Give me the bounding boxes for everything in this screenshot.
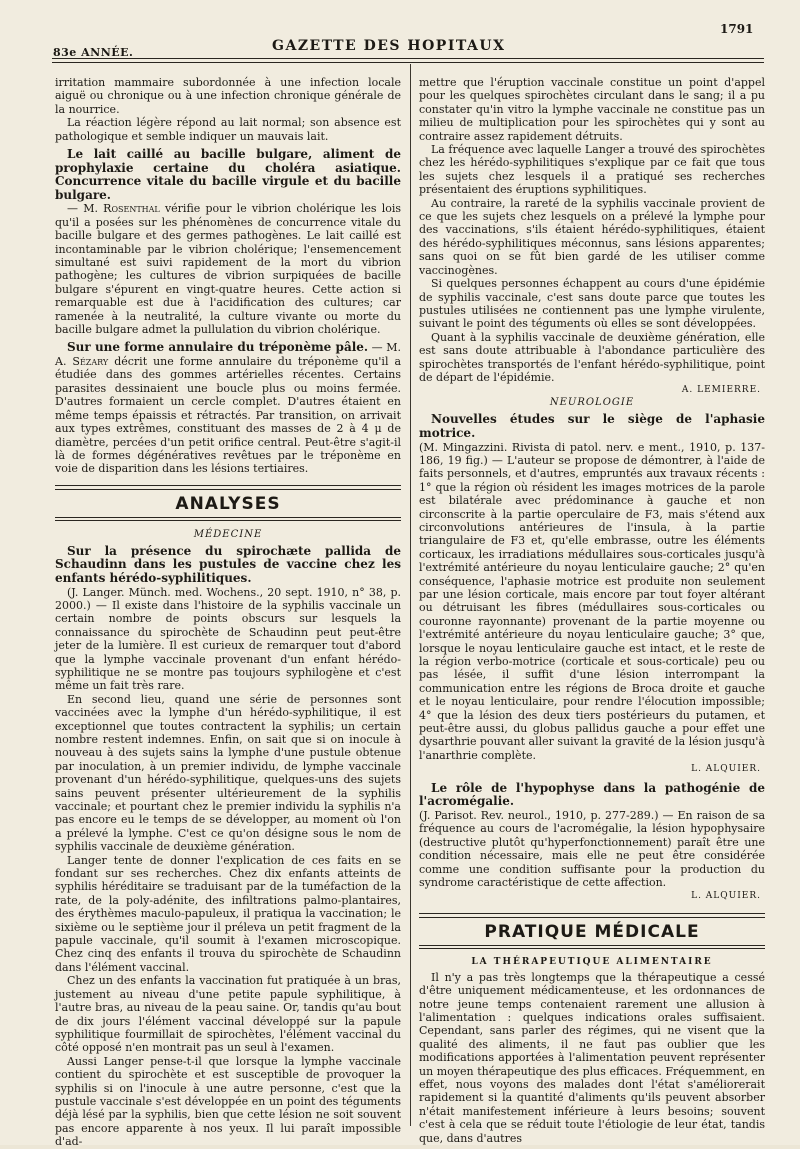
separator: — [368,341,387,355]
article-citation: (J. Parisot. Rev. neurol., 1910, p. 277-289.) [419,808,659,822]
article-text: vérifie pour le vibrion cholérique les lois qu'il a posées sur les phénomènes de concurrence vitale du bacille bulgare et des germes pathogènes. Le lait caillé est incontaminable par le vibrion cholérique; l'ensemencement simultané est suivi rapidement de la mort du vibrion pathogène; les cultures de vibrion surpiquées de bacille bulgare s'épurent en vingt-quatre heures. Cette action si remarquable est due à l'acidification des cultures; car ramenée à la neutralité, la culture vivante ou morte du bacille bulgare admet la pullulation du vibrion cholérique. [55,202,402,337]
article-title: Nouvelles études sur le siège de l'aphasie motrice. [419,412,765,440]
intro-paragraph: La réaction légère répond au lait normal; son absence est pathologique et semble indiquer un mauvais lait. [55,116,401,143]
section-title: PRATIQUE MÉDICALE [484,921,700,942]
article-citation: (M. Mingazzini. Rivista di patol. nerv. e ment., 1910, p. 137-186, 19 fig.) [419,440,765,467]
article-author: M. Rosenthal [83,202,160,216]
right-column [419,76,766,1145]
continuation-paragraph: mettre que l'éruption vaccinale constitue un point d'appel pour les quelques spirochètes circulant dans le sang; il a pu constater qu'in vitro la lymphe vaccinale ne constitue pas un milieu de multiplication pour les spirochètes qui y sont au contraire assez rapidement détruits. [419,76,765,143]
section-analyses [55,485,401,521]
article-text: — Il existe dans l'histoire de la syphilis vaccinale un certain nombre de points obscurs sur lesquels la connaissance du spirochète de Schaudinn peut peut-être jeter de la lumière. Il est curieux de remarquer tout d'abord que la lymphe vaccinale provenant d'un enfant hérédo-syphilitique ne se montre pas toujours syphilogène et c'est même un fait très rare. [55,598,402,693]
left-column [55,76,402,1149]
article-text: — L'auteur se propose de démontrer, à l'aide de faits personnels, et d'autres, empruntés aux travaux récents : 1° que la région où résident les images motrices de la parole est bilatérale avec prédominance à gauche et non circonscrite à la partie operculaire de F3, mais s'étend aux circonvolutions antérieures de l'insula, à la partie triangulaire de F3 et, qu'elle embrasse, outre les éléments corticaux, les irradiations médullaires sous-corticales jusqu'à l'extrémité antérieure du noyau lenticulaire gauche; 2° qu'en conséquence, l'aphasie motrice est produite non seulement par une lésion corticale, mais encore par tout foyer altérant ou détruisant les fibres (médullaires sous-corticales ou couronne rayonnante) provenant de la partie moyenne ou l'extrémité antérieure du noyau lenticulaire gauche; 3° que, lorsque le noyau lenticulaire gauche est intact, et le reste de la région verbo-motrice (corticale et sous-corticale) peu ou pas lésée, il suffit d'une lésion interrompant la communication entre les régions de Broca droite et gauche et le noyau lenticulaire, pour rendre l'élocution impossible; 4° que la lésion des deux tiers postérieurs du putamen, et peut-être aussi, du globus pallidus gauche a pour effet une dysarthrie pouvant aller suivant la gravité de la lésion jusqu'à l'anarthrie complète. [419,453,765,762]
article-text: En second lieu, quand une série de personnes sont vaccinées avec la lymphe d'un hérédo-syphilitique, il est exceptionnel que toutes contractent la syphilis; un certain nombre restent indemnes. Enfin, on sait que si on inocule à nouveau à des sujets sains la lymphe d'une pustule obtenue par inoculation, à un premier individu, de lymphe vaccinale provenant d'un hérédo-syphilitique, quelques-uns des sujets sains peuvent présenter ultérieurement de la syphilis vaccinale; et pourtant chez le premier individu la syphilis n'a pas encore eu le temps de se développer, au moment où l'on a prélevé la lymphe. C'est ce qu'on désigne sous le nom de syphilis vaccinale de deuxième génération. [55,692,401,854]
article-title: Sur une forme annulaire du tréponème pâle. [67,340,369,355]
subsection-medecine: MÉDECINE [193,528,263,540]
article-hypophyse [419,782,765,904]
article-text: Il n'y a pas très longtemps que la thérapeutique a cessé d'être uniquement médicamenteuse, et les ordonnances de notre jeune temps contenaient rarement une allusion à l'alimentation : quelques indications orales suffisaient. Cependant, sans parler des régimes, qui ne visent que la qualité des aliments, il ne faut pas oublier que les modifications apportées à l'alimentation peuvent représenter un moyen thérapeutique des plus efficaces. Fréquemment, en effet, nous voyons des malades dont l'état s'améliorerait rapidement si la quantité d'aliments qu'ils peuvent absorber n'était manifestement inférieure à leurs besoins; souvent c'est à cela que se réduit toute l'étiologie de leur état, tandis que, dans d'autres [419,970,765,1145]
continuation-paragraph: Au contraire, la rareté de la syphilis vaccinale provient de ce que les sujets chez lesquels on a prélevé la lymphe pour des vaccinations, s'ils étaient hérédo-syphilitiques, étaient des hérédo-syphilitiques méconnus, sans lésions apparentes; sans quoi on se fût bien gardé de les utiliser comme vaccinogènes. [419,196,765,277]
header-rule-top [52,58,764,59]
subsection-neurologie: NEUROLOGIE [549,397,635,409]
continuation-paragraph: Quant à la syphilis vaccinale de deuxième génération, elle est sans doute attribuable à l'abondance particulière des spirochètes transportés de l'enfant hérédo-syphilitique, point de départ de l'épidémie. [419,330,765,384]
journal-title: GAZETTE DES HOPITAUX [272,38,506,54]
article-spirochaete [55,545,401,1149]
article-aphasie [419,413,765,776]
article-title: Le rôle de l'hypophyse dans la pathogénie de l'acromégalie. [419,780,765,809]
continuation-paragraph: La fréquence avec laquelle Langer a trouvé des spirochètes chez les hérédo-syphilitiques s'explique par ce fait que tous les sujets chez lesquels il a pratiqué ses recherches présentaient des éruptions syphilitiques. [419,143,765,197]
article-treponeme [55,341,401,475]
author-signature: A. LEMIERRE. [681,385,761,396]
article-text: Aussi Langer pense-t-il que lorsque la lymphe vaccinale contient du spirochète et est susceptible de provoquer la syphilis si on l'inocule à une autre personne, c'est que la pustule vaccinale s'est développée en un point des téguments déjà lésé par la syphilis, bien que cette lésion ne soit souvent pas encore apparente à nos yeux. Il lui paraît impossible d'ad- [55,1054,401,1149]
section-title: ANALYSES [175,493,281,514]
article-text: Langer tente de donner l'explication de ces faits en se fondant sur ses recherches. Chez dix enfants atteints de syphilis héréditaire se traduisant par de la tuméfaction de la rate, de la poly-adénite, des infiltrations palmo-plantaires, des érythèmes maculo-papuleux, il pratiqua la vaccination; le sixième ou le septième jour il préleva un petit fragment de la papule vaccinale, qu'il soumit à l'examen microscopique. Chez cinq des enfants il trouva du spirochète de Schaudinn dans l'élément vaccinal. [55,853,401,974]
article-title: Sur la présence du spirochæte pallida de Schaudinn dans les pustules de vaccine chez les enfants hérédo-syphilitiques. [55,543,401,585]
article-bulgare [55,148,401,336]
separator: — [67,202,84,216]
article-author: M. A. Sézary [55,341,401,369]
author-signature: L. ALQUIER. [691,764,761,775]
article-citation: (J. Langer. Münch. med. Wochens., 20 sept. 1910, n° 38, p. 2000.) [55,585,401,612]
header-rule-bottom [52,62,764,63]
article-title: Le lait caillé au bacille bulgare, aliment de prophylaxie certaine du choléra asiatique. Concurrence vitale du bacille virgule et du bacille bulgare. [55,147,401,202]
article-text: — En raison de sa fréquence au cours de l'acromégalie, la lésion hypophysaire (destructive plutôt qu'hyperfonctionnement) paraît être une condition nécessaire, mais elle ne peut être considérée comme une condition suffisante pour la production du syndrome caractéristique de cette affection. [419,808,766,889]
article-therapeutique [419,971,765,1145]
article-text: décrit une forme annulaire du tréponème qu'il a étudiée dans des gommes artérielles récentes. Certains parasites dessinaient une boucle plus ou moins fermée. D'autres formaient un cercle complet. D'autres étaient en même temps épaissis et rétractés. Par transition, on arrivait aux types extrêmes, constituant des masses de 2 à 4 μ de diamètre, percées d'un petit orifice central. Peut-être s'agit-il là de formes dégénératives revêtues par le tréponème en voie de disparition dans les lésions tertiaires. [55,355,402,476]
page-number: 1791 [720,22,754,36]
article-text: Chez un des enfants la vaccination fut pratiquée à un bras, justement au niveau d'une petite papule syphilitique, à l'autre bras, au niveau de la peau saine. Or, tandis qu'au bout de dix jours l'élément vaccinal développé sur la papule syphilitique fourmillait de spirochètes, l'élément vaccinal du côté opposé n'en montrait pas un seul à l'examen. [55,974,401,1055]
author-signature: L. ALQUIER. [691,891,761,902]
subsection-therapeutique: LA THÉRAPEUTIQUE ALIMENTAIRE [471,956,713,967]
section-pratique [419,913,765,949]
column-divider [410,64,411,1126]
intro-paragraph: irritation mammaire subordonnée à une infection locale aiguë ou chronique ou à une infection chronique générale de la nourrice. [55,76,401,116]
issue-label: 83e ANNÉE. [53,46,134,59]
continuation-paragraph: Si quelques personnes échappent au cours d'une épidémie de syphilis vaccinale, c'est sans doute parce que toutes les pustules utilisées ne contiennent pas une lymphe virulente, suivant le point des téguments où elles se sont développées. [419,277,765,331]
